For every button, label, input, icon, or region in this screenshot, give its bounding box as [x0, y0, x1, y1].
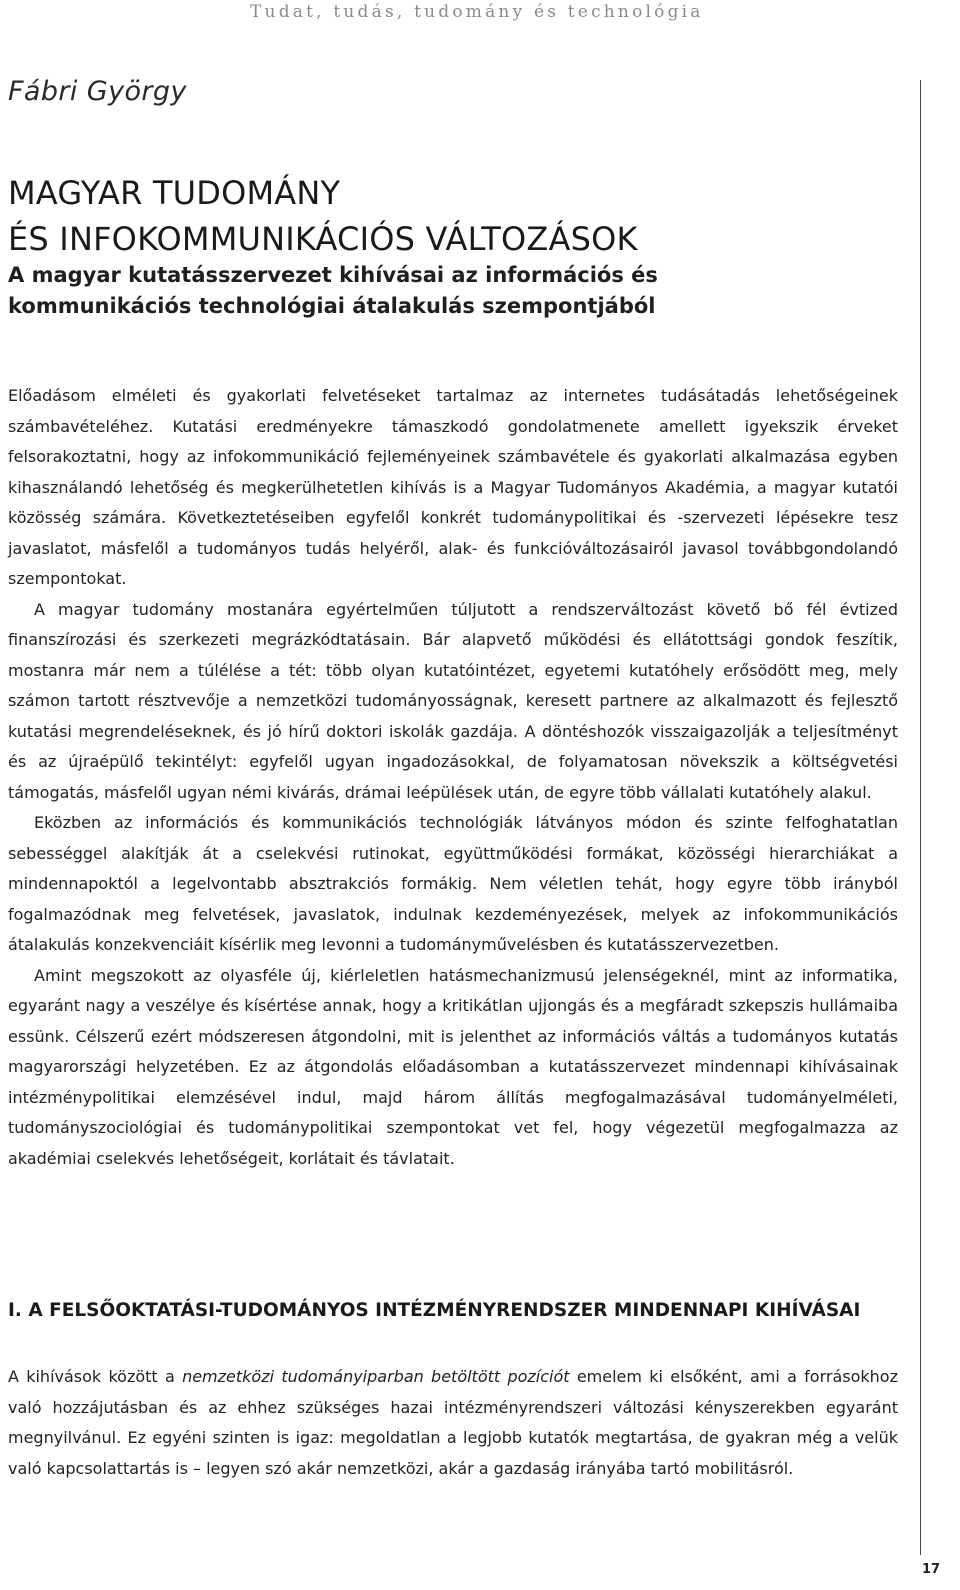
- article-title: [8, 170, 638, 262]
- abstract-paragraph-2: A magyar tudomány mostanára egyértelműen túljutott a rendszerváltozást követő bő fél évtized finanszírozási és szerkezeti megrázkódtatásain. Bár alapvető működési és ellátottsági gondok feszítik, mostanra már nem a túlélése a tét: több olyan kutatóintézet, egyetemi kutatóhely erősödött meg, mely számon tartott résztvevője a nemzetközi tudományosságnak, keresett partnere az alkalmazott és fejlesztő kutatási megrendeléseknek, és jó hírű doktori iskolák gazdája. A döntéshozók visszaigazolják a teljesítményt és az újraépülő tekintélyt: egyfelől ugyan ingadozásokkal, de folyamatosan növekszik a költségvetési támogatás, másfelől ugyan némi kivárás, drámai leépülések után, de egyre több vállalati kutatóhely alakul.: [8, 599, 898, 802]
- section-heading: I. A FELSŐOKTATÁSI-TUDOMÁNYOS INTÉZMÉNYRENDSZER MINDENNAPI KIHÍVÁSAI: [8, 1300, 861, 1321]
- section-italic-phrase: nemzetközi tudományiparban betöltött pozíciót: [182, 1367, 570, 1386]
- title-line-2: ÉS INFOKOMMUNIKÁCIÓS VÁLTOZÁSOK: [8, 220, 638, 258]
- page-number: 17: [922, 1562, 941, 1577]
- abstract-paragraph-3: Eközben az információs és kommunikációs technológiák látványos módon és szinte felfoghatatlan sebességgel alakítják át a cselekvési rutinokat, együttműködési formákat, közösségi hierarchiákat a mindennapoktól a legelvontabb absztrakciós formákig. Nem véletlen tehát, hogy egyre több irányból fogalmazódnak meg felvetések, javaslatok, indulnak kezdeményezések, melyek az infokommunikációs átalakulás konzekvenciáit kísérlik meg levonni a tudományművelésben és kutatásszervezetben.: [8, 813, 898, 954]
- section-paragraph: [8, 1362, 898, 1484]
- margin-rule: [920, 80, 921, 1555]
- section-text-start: A kihívások között a: [8, 1367, 183, 1386]
- subtitle-line-2: kommunikációs technológiai átalakulás szempontjából: [8, 294, 656, 318]
- section-text-end: emelem ki elsőként, ami a forrásokhoz való hozzájutásban és az ehhez szükséges hazai intézményrendszeri változási kényszerekben egyaránt megnyilvánul. Ez egyéni szinten is igaz: megoldatlan a legjobb kutatók megtartása, de gyakran még a velük való kapcsolattartás is – legyen szó akár nemzetközi, akár a gazdaság irányába tartó mobilitásról.: [8, 1367, 898, 1478]
- article-subtitle: [8, 260, 658, 322]
- abstract-block: [8, 381, 898, 1174]
- subtitle-line-1: A magyar kutatásszervezet kihívásai az információs és: [8, 263, 658, 287]
- title-line-1: MAGYAR TUDOMÁNY: [8, 174, 341, 212]
- abstract-paragraph-1: Előadásom elméleti és gyakorlati felvetéseket tartalmaz az internetes tudásátadás lehetőségeinek számbavételéhez. Kutatási eredményekre támaszkodó gondolatmenete amellett igyekszik érveket felsorakoztatni, hogy az infokommunikáció fejleményeinek számbavétele és gyakorlati alkalmazása egyben kihasználandó lehetőség és megkerülhetetlen kihívás is a Magyar Tudományos Akadémia, a magyar kutatói közösség számára. Következtetéseiben egyfelől konkrét tudománypolitikai és -szervezeti lépésekre tesz javaslatot, másfelől a tudományos tudás helyéről, alak- és funkcióváltozásairól javasol továbbgondolandó szempontokat.: [8, 386, 898, 588]
- author-name: Fábri György: [8, 76, 187, 107]
- running-header: Tudat, tudás, tudomány és technológia: [250, 2, 704, 22]
- abstract-paragraph-4: Amint megszokott az olyasféle új, kiérleletlen hatásmechanizmusú jelenségeknél, mint az informatika, egyaránt nagy a veszélye és kísértése annak, hogy a kritikátlan ujjongás és a megfáradt szkepszis hullámaiba essünk. Célszerű ezért módszeresen átgondolni, mit is jelenthet az információs váltás a tudományos kutatás magyarországi helyzetében. Ez az átgondolás előadásomban a kutatásszervezet mindennapi kihívásainak intézménypolitikai elemzésével indul, majd három állítás megfogalmazásával tudományelméleti, tudományszociológiai és tudománypolitikai szempontokat vet fel, hogy végezetül megfogalmazza az akadémiai cselekvés lehetőségeit, korlátait és távlatait.: [8, 965, 898, 1168]
